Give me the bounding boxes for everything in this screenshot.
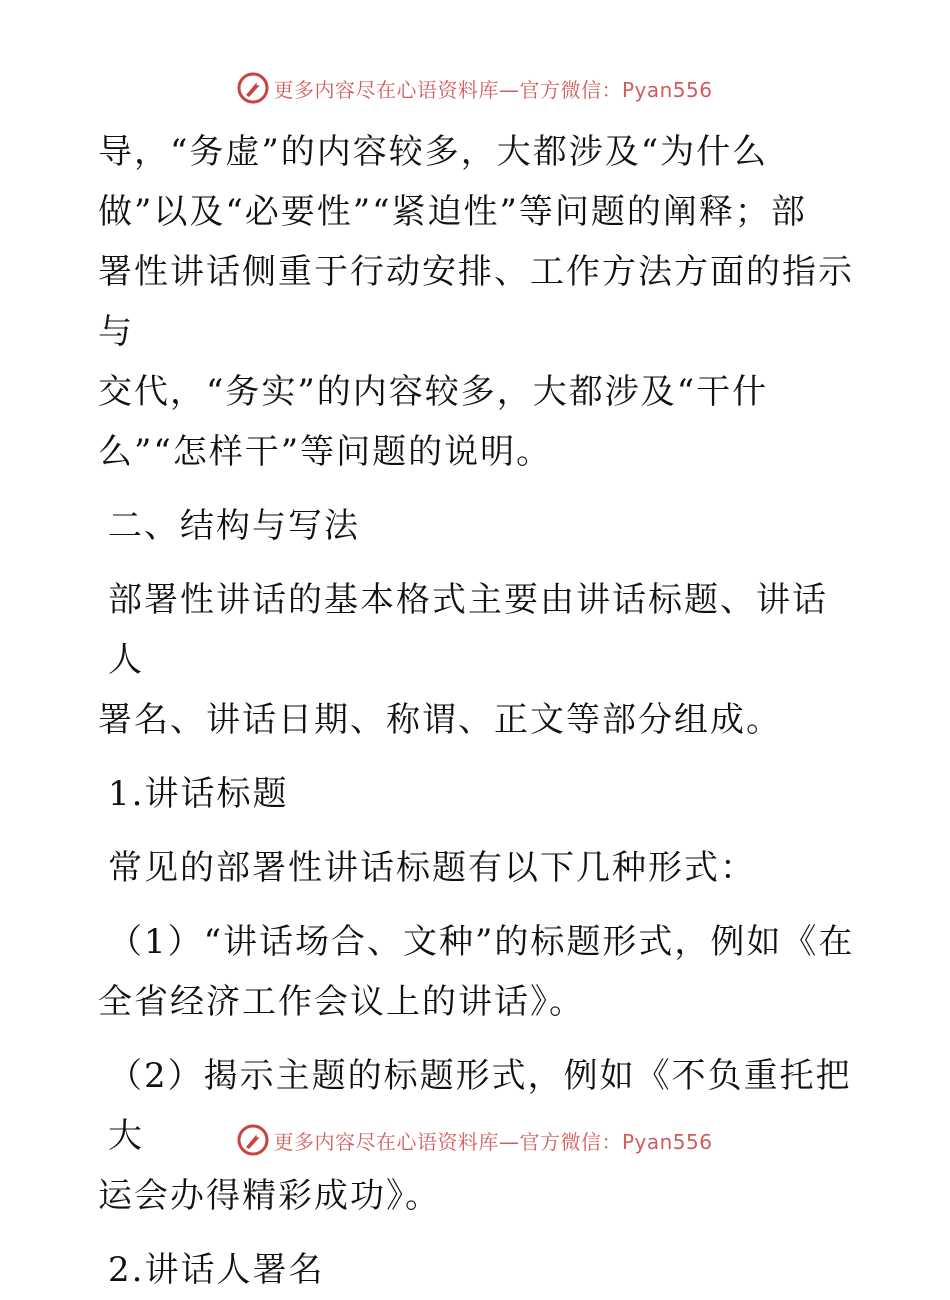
paragraph-title-forms: 常见的部署性讲话标题有以下几种形式：	[108, 848, 756, 888]
text-line: 交代，“务实”的内容较多，大都涉及“干什	[98, 372, 769, 412]
paragraph-intro	[98, 122, 858, 482]
text-line: 做”以及“必要性”“紧迫性”等问题的阐释；部	[98, 192, 807, 232]
text-line: （2）揭示主题的标题形式，例如《不负重托把大	[108, 1056, 852, 1156]
header-watermark-banner	[0, 68, 950, 108]
text-line: 运会办得精彩成功》。	[98, 1176, 441, 1216]
text-line: 部署性讲话的基本格式主要由讲话标题、讲话人	[108, 580, 828, 680]
footer-watermark-text: 更多内容尽在心语资料库—官方微信：Pyan556	[273, 1129, 713, 1154]
subheading-title: 1.讲话标题	[108, 774, 289, 814]
pen-nib-logo-icon	[237, 72, 269, 104]
paragraph-form-1	[98, 912, 858, 1032]
paragraph-format	[98, 570, 858, 750]
footer-watermark-banner	[0, 1120, 950, 1160]
text-line: 导，“务虚”的内容较多，大都涉及“为什么	[98, 132, 769, 172]
text-line: （1）“讲话场合、文种”的标题形式，例如《在	[108, 922, 855, 962]
section-heading-structure: 二、结构与写法	[108, 506, 360, 546]
subheading-speaker-signature: 2.讲话人署名	[108, 1250, 325, 1290]
text-line: 全省经济工作会议上的讲话》。	[98, 982, 585, 1022]
text-line: 署性讲话侧重于行动安排、工作方法方面的指示与	[98, 252, 854, 352]
text-line: 么”“怎样干”等问题的说明。	[98, 432, 553, 472]
text-line: 署名、讲话日期、称谓、正文等部分组成。	[98, 700, 782, 740]
header-watermark-text: 更多内容尽在心语资料库—官方微信：Pyan556	[273, 77, 713, 102]
pen-nib-logo-icon	[237, 1124, 269, 1156]
